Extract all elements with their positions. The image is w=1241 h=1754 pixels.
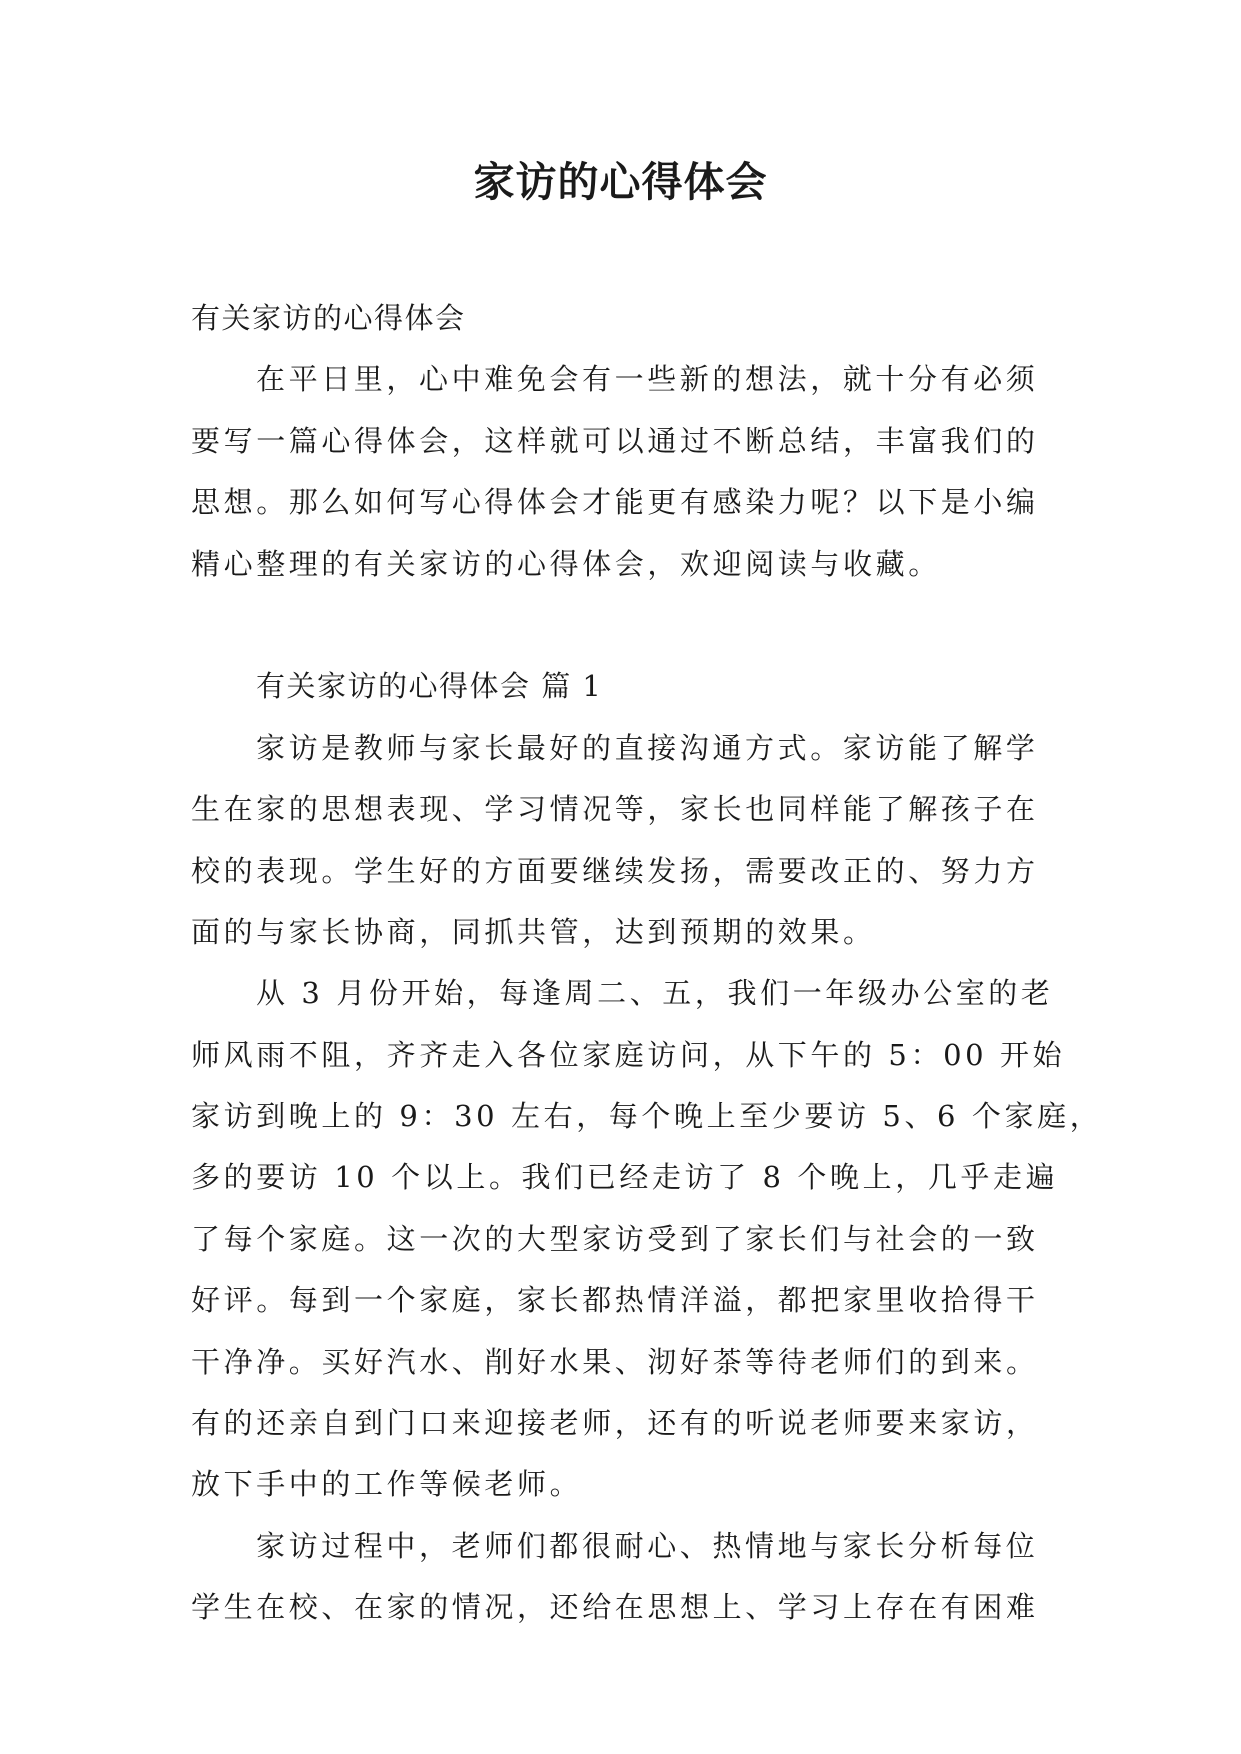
paragraph-line: 多的要访 10 个以上。我们已经走访了 8 个晚上，几乎走遍 [191, 1160, 1059, 1195]
document-title: 家访的心得体会 [473, 158, 768, 206]
paragraph-line: 放下手中的工作等候老师。 [191, 1467, 583, 1502]
paragraph-line: 家访过程中，老师们都很耐心、热情地与家长分析每位 [256, 1528, 1039, 1563]
body-paragraph-2 [191, 963, 1103, 1516]
paragraph-line: 生在家的思想表现、学习情况等，家长也同样能了解孩子在 [191, 792, 1039, 827]
document-body [191, 288, 1103, 1639]
body-paragraph-1 [191, 718, 1051, 964]
paragraph-line: 要写一篇心得体会，这样就可以通过不断总结，丰富我们的 [191, 423, 1039, 458]
body-paragraph-3 [191, 1516, 1051, 1639]
paragraph-line: 好评。每到一个家庭，家长都热情洋溢，都把家里收拾得干 [191, 1283, 1039, 1318]
blank-line [191, 595, 1051, 656]
section-heading: 有关家访的心得体会 篇 1 [256, 669, 603, 704]
paragraph-line: 在平日里，心中难免会有一些新的想法，就十分有必须 [256, 362, 1039, 397]
paragraph-line: 干净净。买好汽水、削好水果、沏好茶等待老师们的到来。 [191, 1344, 1039, 1379]
paragraph-line: 从 3 月份开始，每逢周二、五，我们一年级办公室的老 [256, 976, 1054, 1011]
document-subtitle: 有关家访的心得体会 [191, 301, 466, 335]
intro-paragraph [191, 349, 1051, 595]
paragraph-line: 学生在校、在家的情况，还给在思想上、学习上存在有困难 [191, 1590, 1039, 1625]
paragraph-line: 了每个家庭。这一次的大型家访受到了家长们与社会的一致 [191, 1221, 1039, 1256]
paragraph-line: 校的表现。学生好的方面要继续发扬，需要改正的、努力方 [191, 853, 1039, 888]
paragraph-line: 家访到晚上的 9：30 左右，每个晚上至少要访 5、6 个家庭， [191, 1099, 1103, 1134]
paragraph-line: 有的还亲自到门口来迎接老师，还有的听说老师要来家访， [191, 1406, 1039, 1441]
paragraph-line: 思想。那么如何写心得体会才能更有感染力呢？以下是小编 [191, 485, 1039, 520]
paragraph-line: 家访是教师与家长最好的直接沟通方式。家访能了解学 [256, 730, 1039, 765]
paragraph-line: 面的与家长协商，同抓共管，达到预期的效果。 [191, 914, 876, 949]
paragraph-line: 精心整理的有关家访的心得体会，欢迎阅读与收藏。 [191, 546, 941, 581]
paragraph-line: 师风雨不阻，齐齐走入各位家庭访问，从下午的 5：00 开始 [191, 1037, 1066, 1072]
